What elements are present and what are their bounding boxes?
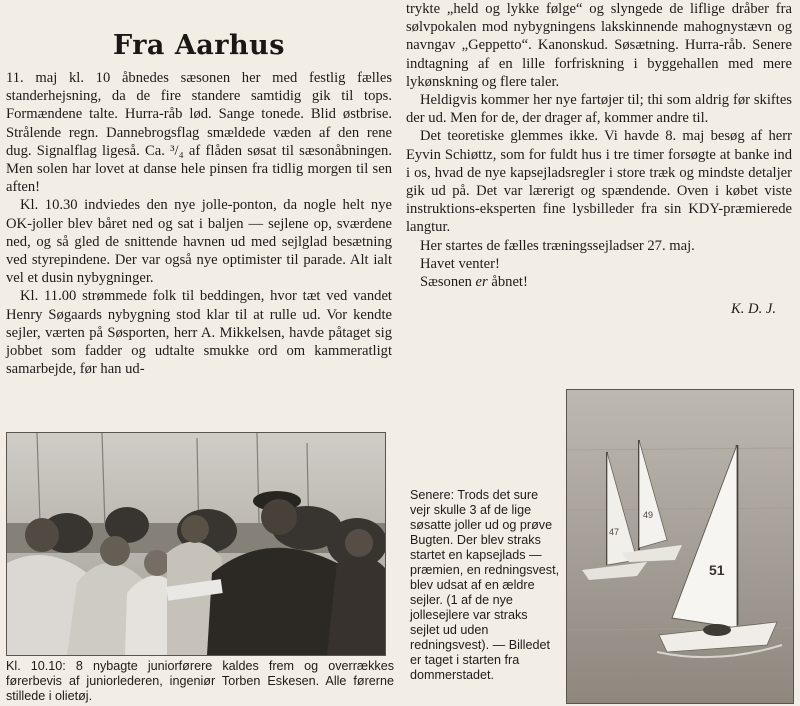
closing-line-sea: Havet venter!: [420, 255, 500, 272]
author-signature: K. D. J.: [731, 301, 776, 318]
closing-line-season: [406, 273, 792, 291]
ceremony-photo: [6, 432, 386, 656]
paragraph-launching: Kl. 11.00 strømmede folk til beddingen, hvor tæt ved vandet Henry Søgaards nybygning stod klar til at rulle ud. Vor kendte sejler, værten på Søsporten, herr A. Mikkelsen, havde påtaget sig jobbet som fadder og udtalte smukke ord om kammeratligt samarbejde, før han ud-: [6, 288, 392, 378]
season-emphasis: er: [475, 274, 488, 291]
left-column: [6, 30, 392, 378]
article-title: Fra Aarhus: [113, 30, 285, 61]
right-column: [406, 0, 792, 318]
paragraph-theory: Det teoretiske glemmes ikke. Vi havde 8. maj besøg af herr Eyvin Schiøttz, som for fuldt hus i tre timer forsøgte at banke ind i os, hvad de nye kapsejladsregler i store træk og mindste detaljer gik ud på. Det var lærerigt og spændende. Oven i købet viste instruktions-eksperten fine lysbilleder fra sin KDY-præmierede langtur.: [406, 128, 792, 236]
paragraph-jolle-ponton: Kl. 10.30 indviedes den nye jolle-ponton, da nogle helt nye OK-joller blev båret ned og sat i baljen — sejlene op, sværdene ned, og så gled de snittende havnen ud med sejlglad besætning ved styrepindene. Der var også nye optimister til parade. Alt ialt vel et dusin nybygninger.: [6, 197, 392, 287]
ceremony-caption: Kl. 10.10: 8 nybagte juniorførere kaldes frem og overrækkes førerbevis af juniorlederen, ingeniør Torben Eskesen. Alle førerne stillede i olietøj.: [6, 659, 394, 703]
sail-number-left: 47: [609, 527, 620, 537]
season-prefix: Sæsonen: [420, 274, 476, 291]
sail-number-middle: 49: [643, 510, 654, 520]
paragraph-training: Her startes de fælles træningssejladser 27. maj.: [420, 237, 695, 254]
paragraph-season-opening: 11. maj kl. 10 åbnedes sæsonen her med festlig fælles standerhejsning, da de fire standere samtidig gik til tops. Formændene talte. Hurra-råb lød. Sange tonede. Blid østbrise. Strålende regn. Dannebrogsflag smældede væden af den rene dug. Signalflag ligeså. Ca. ³/₄ af flåden søsat til sæsonåbningen. Men solen har lovet at danse hele pinsen fra tidlig morgen til sen aften!: [6, 70, 392, 196]
season-suffix: åbnet!: [487, 274, 528, 291]
paragraph-new-boats: Heldigvis kommer her nye fartøjer til; thi som aldrig før skiftes der ud. Men for de, der drager af, kommer andre til.: [406, 92, 792, 127]
sail-number-front: 51: [709, 562, 725, 578]
sailing-photo: [566, 389, 794, 704]
sailing-caption: Senere: Trods det sure vejr skulle 3 af de lige søsatte joller ud og prøve Bugten. Der blev straks startet en kapsejlads — præmien, en redningsvest, blev udsat af en ældre sejler. (1 af de nye jollesejlere var straks sejlet ud uden redningsvest). — Billedet er taget i starten fra dommerstadet.: [410, 488, 560, 682]
paragraph-christening: trykte „held og lykke følge“ og slyngede de liflige dråber fra sølvpokalen mod nybygningens lakskinnende mahognystævn og navngav „Geppetto“. Kanonskud. Søsætning. Hurra-råb. Senere indtagning af en lille forfriskning i byggehallen med mere lykønskning og flere taler.: [406, 1, 792, 90]
